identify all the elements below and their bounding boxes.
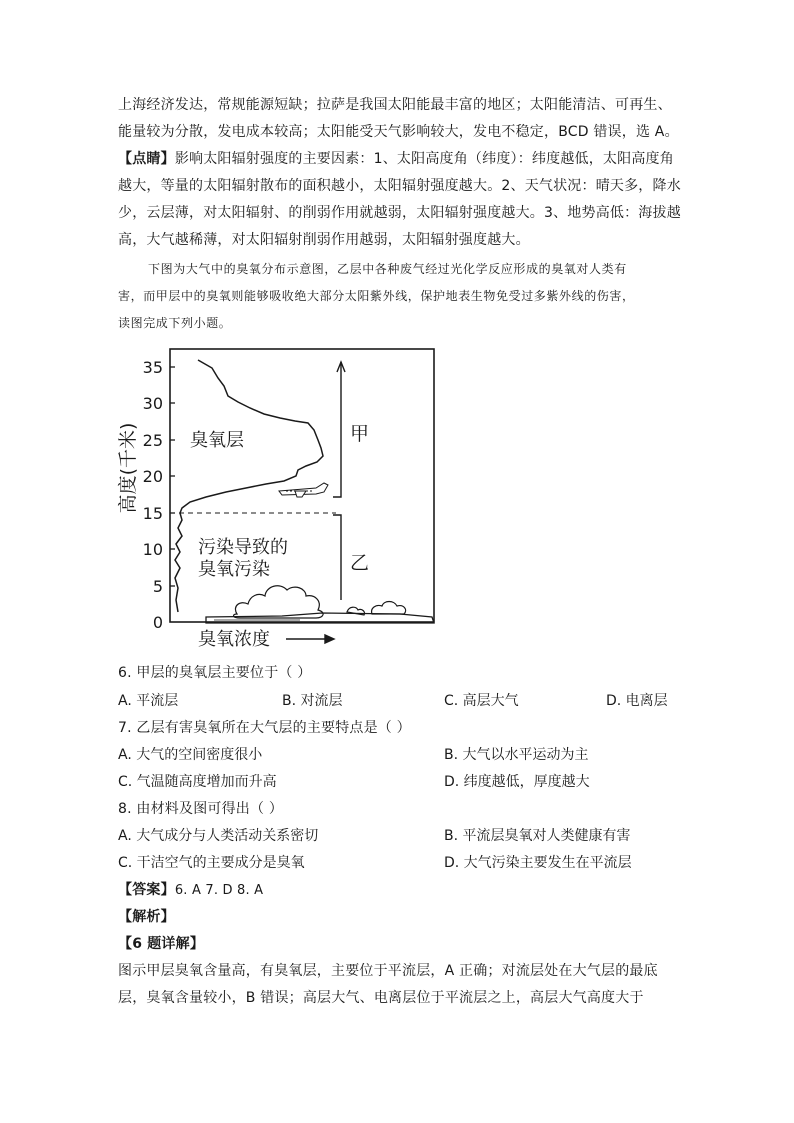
ozone-layer-label: 臭氧层	[190, 430, 244, 451]
y-tick-20: 20	[142, 467, 163, 486]
jia-bracket	[333, 362, 341, 497]
y-tick-30: 30	[142, 394, 163, 413]
material-line-3: 读图完成下列小题。	[118, 316, 232, 330]
tip-line-1	[118, 150, 674, 168]
answer-text: 6. A 7. D 8. A	[174, 883, 264, 898]
y-tick-25: 25	[142, 431, 163, 450]
x-axis-arrow-icon	[286, 635, 334, 643]
material-line-1: 下图为大气中的臭氧分布示意图，乙层中各种废气经过光化学反应形成的臭氧对人类有	[148, 262, 627, 276]
answer-label: 【答案】	[118, 882, 175, 898]
analysis-label: 【解析】	[118, 909, 175, 925]
answer-line	[118, 881, 263, 900]
yi-bracket	[333, 515, 341, 600]
detail-6-label: 【6 题详解】	[118, 936, 205, 952]
question-7-option-d: D. 纬度越低，厚度越大	[444, 774, 590, 790]
y-tick-10: 10	[142, 540, 163, 559]
explanation-line-1: 上海经济发达，常规能源短缺；拉萨是我国太阳能最丰富的地区；太阳能清洁、可再生、	[118, 97, 672, 113]
question-7-option-a: A. 大气的空间密度很小	[118, 747, 263, 763]
question-8-option-b: B. 平流层臭氧对人类健康有害	[444, 828, 631, 844]
question-6-option-a: A. 平流层	[118, 693, 179, 709]
question-7-option-c: C. 气温随高度增加而升高	[118, 774, 277, 790]
question-7-stem: 7. 乙层有害臭氧所在大气层的主要特点是（ ）	[118, 720, 411, 736]
x-axis-label: 臭氧浓度	[198, 629, 270, 650]
detail-6-line-1: 图示甲层臭氧含量高，有臭氧层，主要位于平流层，A 正确；对流层处在大气层的最底	[118, 963, 658, 979]
question-8-option-d: D. 大气污染主要发生在平流层	[444, 855, 632, 871]
y-tick-35: 35	[142, 358, 163, 377]
figure-frame	[170, 349, 434, 622]
tip-label: 【点睛】	[118, 151, 175, 167]
pollution-label-line-2: 臭氧污染	[198, 559, 270, 580]
explanation-line-2: 能量较为分散，发电成本较高；太阳能受天气影响较大，发电不稳定，BCD 错误，选 A。	[118, 124, 679, 140]
tip-text-1: 影响太阳辐射强度的主要因素：1、太阳高度角（纬度）：纬度越低，太阳高度角	[174, 151, 674, 167]
ozone-distribution-figure	[110, 340, 450, 650]
tip-line-3: 少，云层薄，对太阳辐射、的削弱作用就越弱，太阳辐射强度越大。3、地势高低：海拔越	[118, 205, 681, 221]
y-tick-15: 15	[142, 504, 163, 523]
question-8-option-c: C. 干洁空气的主要成分是臭氧	[118, 855, 305, 871]
question-8-stem: 8. 由材料及图可得出（ ）	[118, 801, 284, 817]
material-line-2: 害，而甲层中的臭氧则能够吸收绝大部分太阳紫外线，保护地表生物免受过多紫外线的伤害，	[118, 289, 635, 303]
question-6-stem: 6. 甲层的臭氧层主要位于（ ）	[118, 665, 312, 681]
y-axis-label: 高度(千米)	[117, 422, 139, 514]
y-tick-0: 0	[152, 613, 163, 632]
question-6-option-b: B. 对流层	[282, 693, 343, 709]
layer-label-yi: 乙	[350, 552, 370, 574]
question-6-option-d: D. 电离层	[606, 693, 668, 709]
question-7-option-b: B. 大气以水平运动为主	[444, 747, 589, 763]
y-tick-5: 5	[152, 577, 163, 596]
pollution-label-line-1: 污染导致的	[198, 537, 288, 558]
airplane-icon	[279, 483, 328, 497]
detail-6-line-2: 层，臭氧含量较小，B 错误；高层大气、电离层位于平流层之上，高层大气高度大于	[118, 990, 644, 1006]
question-6-option-c: C. 高层大气	[444, 693, 519, 709]
layer-label-jia: 甲	[350, 423, 370, 445]
question-8-option-a: A. 大气成分与人类活动关系密切	[118, 828, 319, 844]
tip-line-4: 高，大气越稀薄，对太阳辐射削弱作用越弱，太阳辐射强度越大。	[118, 232, 530, 248]
tip-line-2: 越大，等量的太阳辐射散布的面积越小，太阳辐射强度越大。2、天气状况：晴天多，降水	[118, 178, 681, 194]
